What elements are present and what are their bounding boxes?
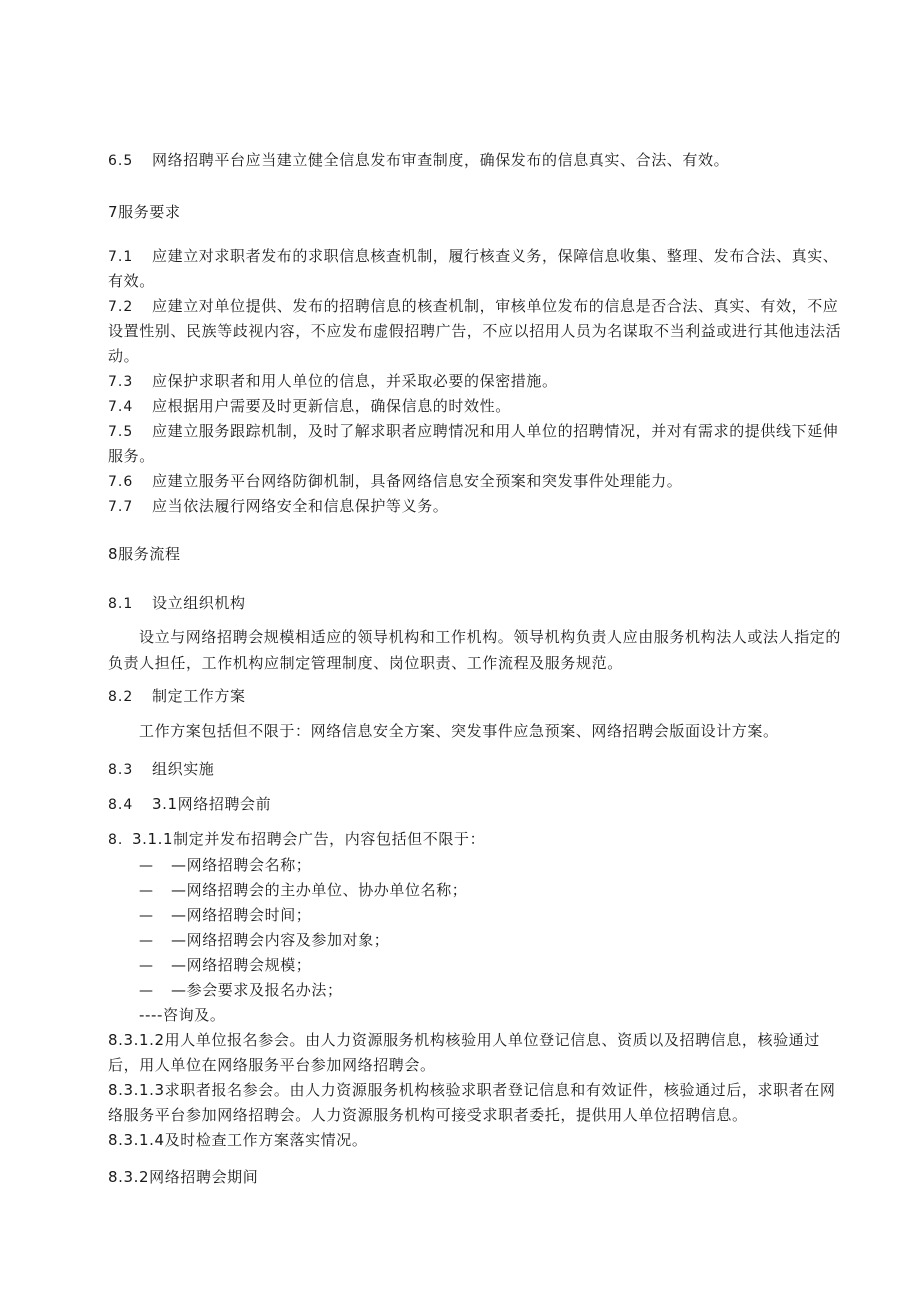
clause-8-3-1-2: 8.3.1.2用人单位报名参会。由人力资源服务机构核验用人单位登记信息、资质以及招聘信息，核验通过 (108, 1031, 820, 1049)
clause-7-2-cont: 设置性别、民族等歧视内容，不应发布虚假招聘广告，不应以招用人员为名谋取不当利益或进行其他违法活 (108, 322, 842, 340)
clause-8-2: 8.2 制定工作方案 (108, 687, 246, 705)
clause-8-1-body-cont: 负责人担任，工作机构应制定管理制度、岗位职责、工作流程及服务规范。 (108, 654, 623, 672)
clause-7-1-cont: 有效。 (108, 272, 155, 290)
clause-7-2: 7.2 应建立对单位提供、发布的招聘信息的核查机制，审核单位发布的信息是否合法、真实、有效，不应 (108, 297, 839, 315)
clause-8-3: 8.3 组织实施 (108, 760, 215, 778)
clause-8-3-1-3-cont: 络服务平台参加网络招聘会。人力资源服务机构可接受求职者委托，提供用人单位招聘信息。 (108, 1106, 748, 1124)
list-item: — —网络招聘会名称； (139, 856, 312, 874)
clause-8-3-1-3: 8.3.1.3求职者报名参会。由人力资源服务机构核验求职者登记信息和有效证件，核验通过后，求职者在网 (108, 1081, 836, 1099)
clause-7-6: 7.6 应建立服务平台网络防御机制，具备网络信息安全预案和突发事件处理能力。 (108, 472, 683, 490)
list-item: — —网络招聘会的主办单位、协办单位名称； (139, 881, 468, 899)
clause-8-3-1-1: 8. 3.1.1制定并发布招聘会广告，内容包括但不限于： (108, 830, 486, 848)
clause-7-5: 7.5 应建立服务跟踪机制，及时了解求职者应聘情况和用人单位的招聘情况，并对有需求的提供线下延伸 (108, 422, 839, 440)
section-heading-7: 7服务要求 (108, 203, 181, 221)
clause-8-1: 8.1 设立组织机构 (108, 594, 246, 612)
list-item: ----咨询及。 (139, 1006, 226, 1024)
clause-8-4: 8.4 3.1网络招聘会前 (108, 795, 272, 813)
clause-7-7: 7.7 应当依法履行网络安全和信息保护等义务。 (108, 497, 449, 515)
clause-7-2-cont: 动。 (108, 347, 140, 365)
clause-8-3-2: 8.3.2网络招聘会期间 (108, 1168, 259, 1186)
clause-7-5-cont: 服务。 (108, 447, 155, 465)
list-item: — —网络招聘会时间； (139, 906, 312, 924)
clause-7-4: 7.4 应根据用户需要及时更新信息，确保信息的时效性。 (108, 397, 511, 415)
clause-6-5: 6.5 网络招聘平台应当建立健全信息发布审查制度，确保发布的信息真实、合法、有效。 (108, 151, 730, 169)
list-item: — —参会要求及报名办法； (139, 981, 343, 999)
clause-8-2-body: 工作方案包括但不限于：网络信息安全方案、突发事件应急预案、网络招聘会版面设计方案。 (139, 722, 779, 740)
clause-8-1-body: 设立与网络招聘会规模相适应的领导机构和工作机构。领导机构负责人应由服务机构法人或法人指定的 (139, 628, 842, 646)
clause-8-3-1-4: 8.3.1.4及时检查工作方案落实情况。 (108, 1131, 368, 1149)
clause-7-1: 7.1 应建立对求职者发布的求职信息核查机制，履行核查义务，保障信息收集、整理、发布合法、真实、 (108, 247, 839, 265)
clause-8-3-1-2-cont: 后，用人单位在网络服务平台参加网络招聘会。 (108, 1056, 436, 1074)
clause-7-3: 7.3 应保护求职者和用人单位的信息，并采取必要的保密措施。 (108, 372, 558, 390)
list-item: — —网络招聘会规模； (139, 956, 312, 974)
list-item: — —网络招聘会内容及参加对象； (139, 931, 390, 949)
section-heading-8: 8服务流程 (108, 545, 181, 563)
